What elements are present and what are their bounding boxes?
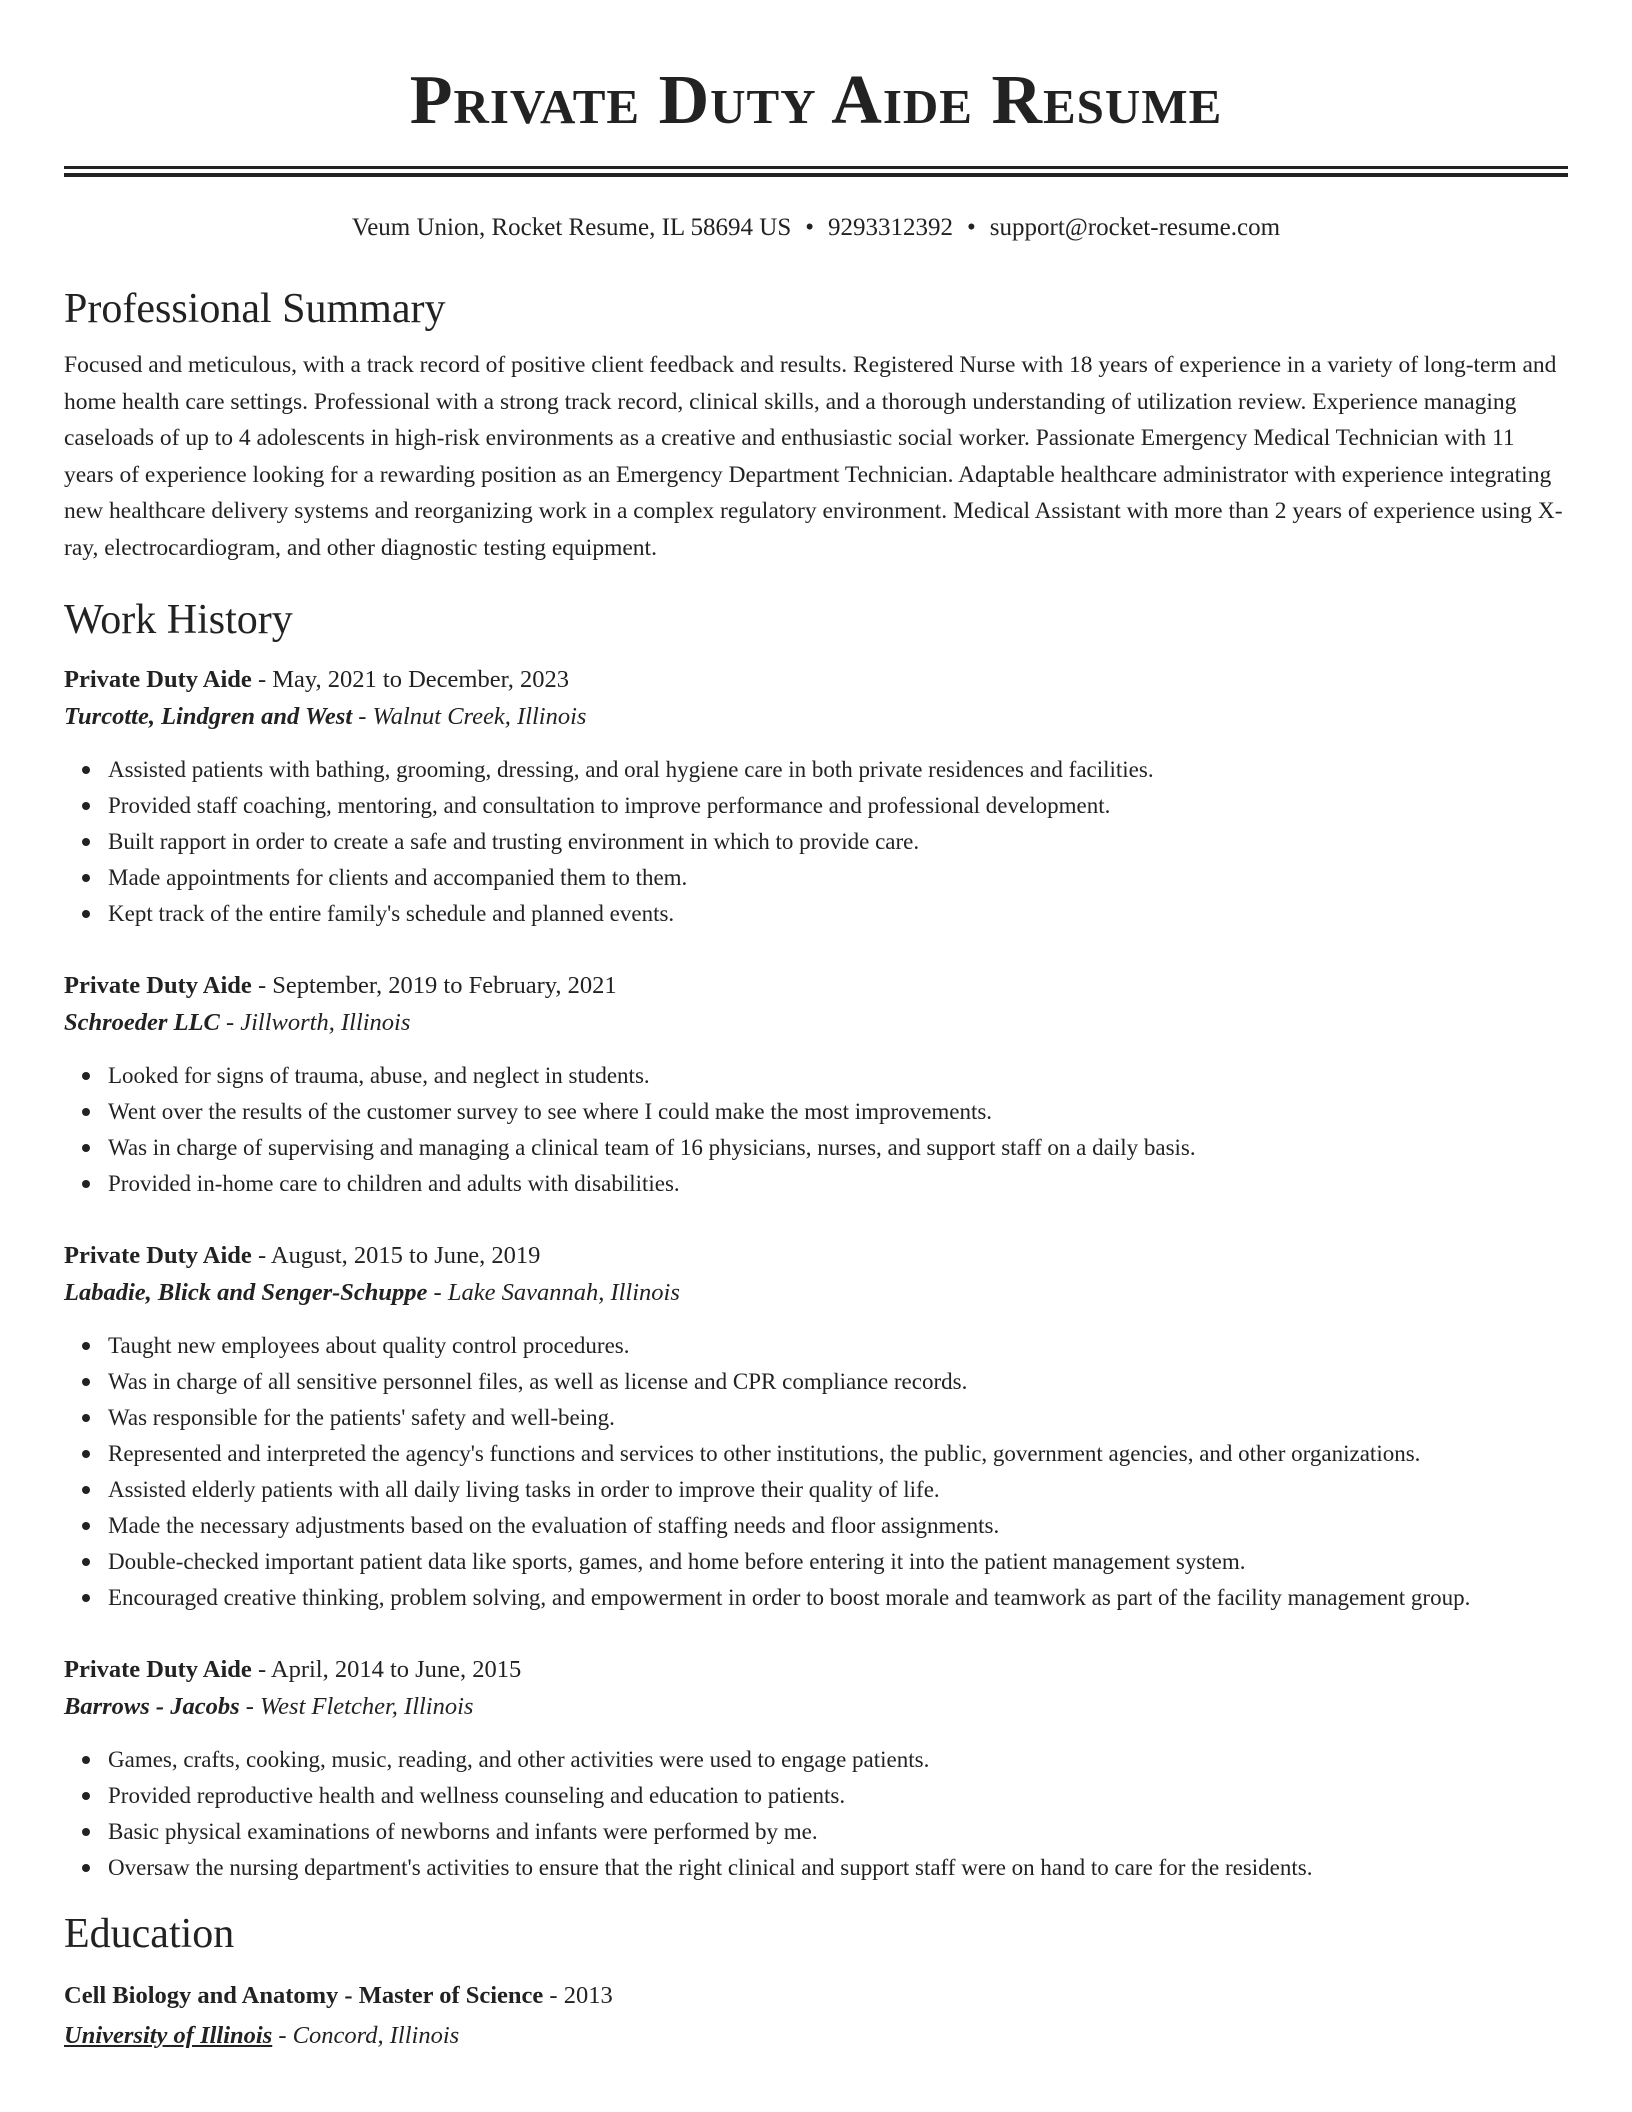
contact-line	[64, 213, 1568, 243]
list-item: Represented and interpreted the agency's functions and services to other institutions, the public, government agencies, and other organizations.	[108, 1436, 1568, 1472]
resume-title: Private Duty Aide Resume	[409, 62, 1223, 139]
company-line	[64, 1005, 1568, 1041]
education-location: - Concord, Illinois	[272, 2022, 460, 2049]
list-item: Was responsible for the patients' safety and well-being.	[108, 1400, 1568, 1436]
job-location: - Walnut Creek, Illinois	[352, 703, 587, 730]
job-role: Private Duty Aide	[64, 666, 252, 693]
list-item: Made appointments for clients and accompanied them to them.	[108, 860, 1568, 896]
job-company: Barrows - Jacobs	[64, 1693, 240, 1720]
list-item: Encouraged creative thinking, problem solving, and empowerment in order to boost morale and teamwork as part of the facility management group.	[108, 1580, 1568, 1616]
list-item: Provided staff coaching, mentoring, and consultation to improve performance and professional development.	[108, 788, 1568, 824]
job-company: Turcotte, Lindgren and West	[64, 703, 353, 730]
education-year: - 2013	[543, 1982, 613, 2009]
job-entry	[64, 968, 1568, 1202]
list-item: Provided in-home care to children and adults with disabilities.	[108, 1166, 1568, 1202]
list-item: Was in charge of all sensitive personnel files, as well as license and CPR compliance records.	[108, 1364, 1568, 1400]
job-entry	[64, 1652, 1568, 1886]
contact-phone: 9293312392	[828, 214, 953, 241]
job-title-line	[64, 662, 1568, 698]
job-duties-list	[64, 1328, 1568, 1616]
company-line	[64, 1275, 1568, 1311]
job-dates: - April, 2014 to June, 2015	[251, 1656, 522, 1683]
list-item: Assisted patients with bathing, grooming, dressing, and oral hygiene care in both private residences and facilities.	[108, 752, 1568, 788]
spacer	[64, 1616, 1568, 1630]
job-title-line	[64, 1238, 1568, 1274]
bullet-separator: •	[805, 214, 814, 241]
job-duties-list	[64, 1742, 1568, 1886]
summary-text: Focused and meticulous, with a track record of positive client feedback and results. Registered Nurse with 18 years of experience in a variety of long-term and home health care settings. Professional with a strong track record, clinical skills, and a thorough understanding of utilization review. Experience managing caseloads of up to 4 adolescents in high-risk environments as a creative and enthusiastic social worker. Passionate Emergency Medical Technician with 11 years of experience looking for a rewarding position as an Emergency Department Technician. Adaptable healthcare administrator with experience integrating new healthcare delivery systems and reorganizing work in a complex regulatory environment. Medical Assistant with more than 2 years of experience using X-ray, electrocardiogram, and other diagnostic testing equipment.	[64, 352, 1563, 561]
job-duties-list	[64, 752, 1568, 932]
list-item: Assisted elderly patients with all daily living tasks in order to improve their quality of life.	[108, 1472, 1568, 1508]
job-location: - Lake Savannah, Illinois	[427, 1279, 680, 1306]
job-dates: - September, 2019 to February, 2021	[251, 972, 617, 999]
list-item: Taught new employees about quality control procedures.	[108, 1328, 1568, 1364]
list-item: Built rapport in order to create a safe and trusting environment in which to provide care.	[108, 824, 1568, 860]
work-history-heading: Work History	[64, 597, 293, 643]
job-location: - Jillworth, Illinois	[219, 1009, 411, 1036]
list-item: Was in charge of supervising and managing a clinical team of 16 physicians, nurses, and support staff on a daily basis.	[108, 1130, 1568, 1166]
list-item: Games, crafts, cooking, music, reading, and other activities were used to engage patients.	[108, 1742, 1568, 1778]
list-item: Double-checked important patient data like sports, games, and home before entering it into the patient management system.	[108, 1544, 1568, 1580]
education-school-line	[64, 2018, 1568, 2054]
education-heading: Education	[64, 1911, 235, 1957]
list-item: Went over the results of the customer survey to see where I could make the most improvements.	[108, 1094, 1568, 1130]
contact-address: Veum Union, Rocket Resume, IL 58694 US	[351, 214, 792, 241]
education-degree-line	[64, 1978, 1568, 2014]
job-company: Labadie, Blick and Senger-Schuppe	[64, 1279, 428, 1306]
job-role: Private Duty Aide	[64, 1242, 252, 1269]
job-dates: - May, 2021 to December, 2023	[251, 666, 570, 693]
summary-heading: Professional Summary	[64, 286, 446, 332]
job-title-line	[64, 1652, 1568, 1688]
list-item: Looked for signs of trauma, abuse, and neglect in students.	[108, 1058, 1568, 1094]
company-line	[64, 699, 1568, 735]
list-item: Kept track of the entire family's schedule and planned events.	[108, 896, 1568, 932]
job-title-line	[64, 968, 1568, 1004]
resume-page	[64, 0, 1568, 2054]
job-company: Schroeder LLC	[64, 1009, 220, 1036]
title-double-rule	[64, 166, 1568, 177]
job-dates: - August, 2015 to June, 2019	[251, 1242, 541, 1269]
contact-email: support@rocket-resume.com	[989, 214, 1281, 241]
job-role: Private Duty Aide	[64, 1656, 252, 1683]
list-item: Oversaw the nursing department's activities to ensure that the right clinical and support staff were on hand to care for the residents.	[108, 1850, 1568, 1886]
education-degree: Cell Biology and Anatomy - Master of Science	[64, 1982, 544, 2009]
job-location: - West Fletcher, Illinois	[239, 1693, 474, 1720]
education-school: University of Illinois	[64, 2022, 273, 2049]
bullet-separator: •	[967, 214, 976, 241]
spacer	[64, 1202, 1568, 1216]
job-entry	[64, 662, 1568, 932]
job-duties-list	[64, 1058, 1568, 1202]
list-item: Provided reproductive health and wellness counseling and education to patients.	[108, 1778, 1568, 1814]
job-entry	[64, 1238, 1568, 1616]
list-item: Made the necessary adjustments based on the evaluation of staffing needs and floor assignments.	[108, 1508, 1568, 1544]
job-role: Private Duty Aide	[64, 972, 252, 999]
spacer	[64, 932, 1568, 946]
list-item: Basic physical examinations of newborns and infants were performed by me.	[108, 1814, 1568, 1850]
company-line	[64, 1689, 1568, 1725]
